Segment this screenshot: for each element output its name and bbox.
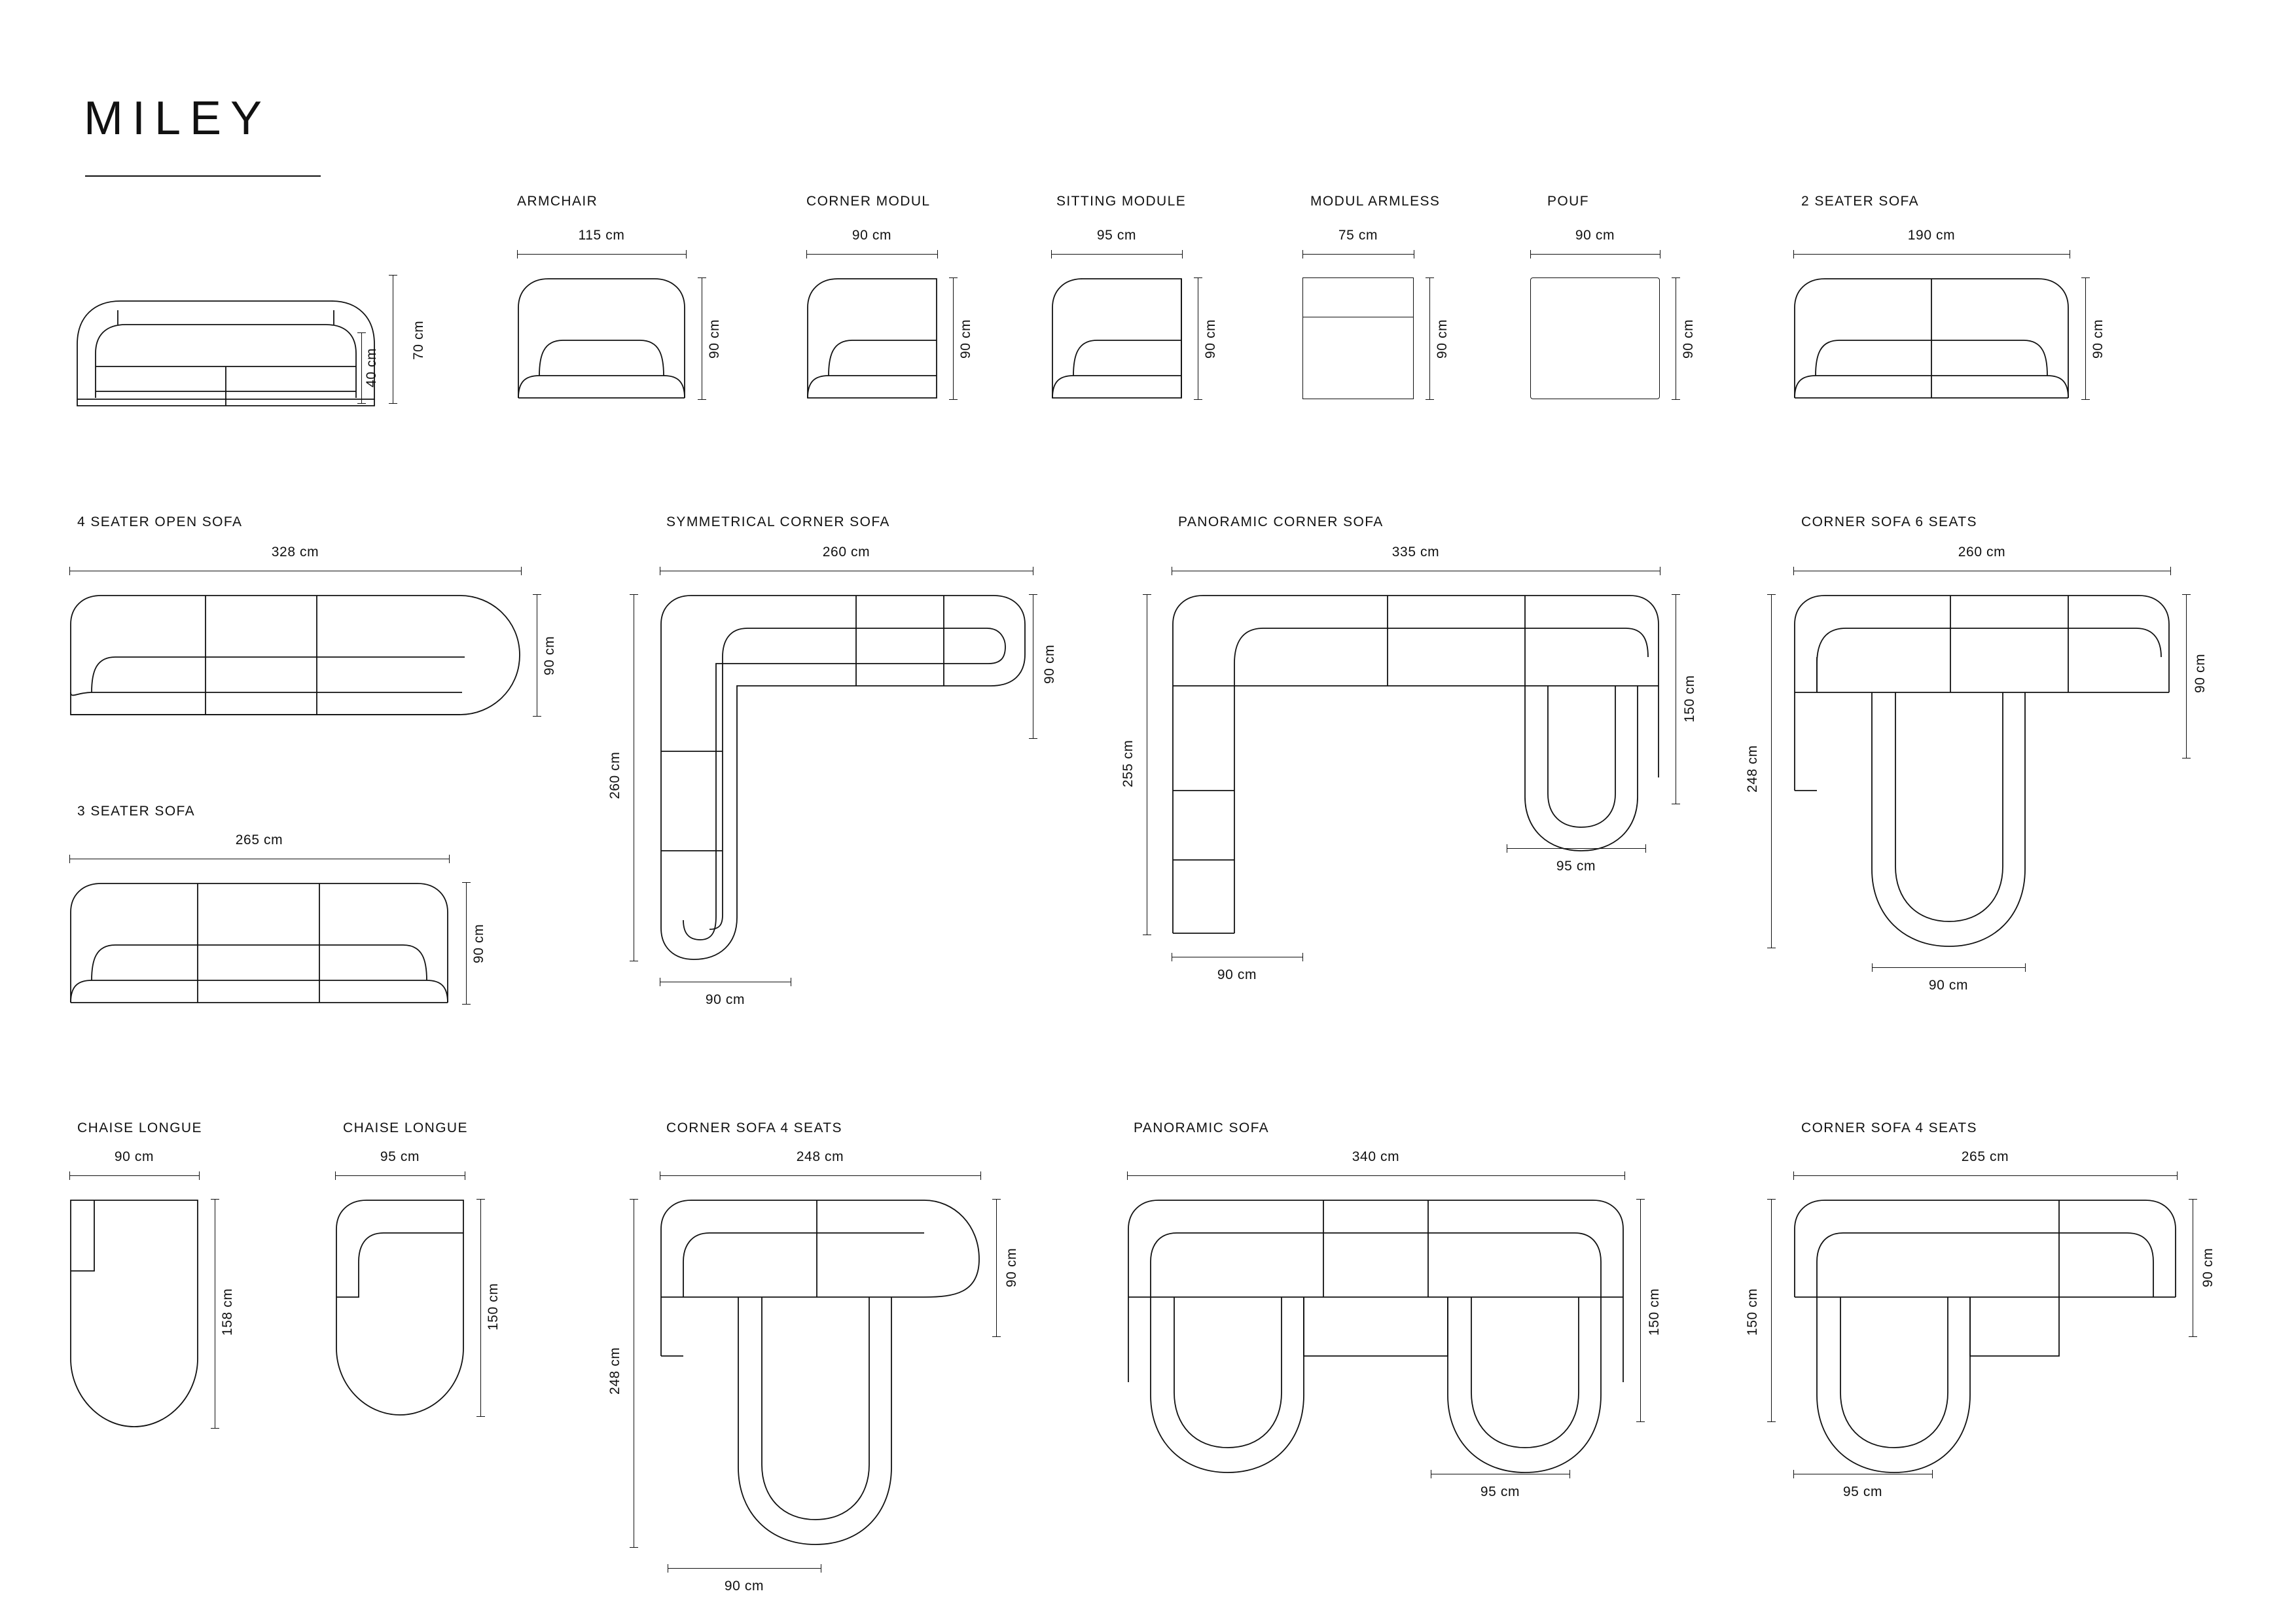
chaise-longue-95-top-view: [335, 1199, 465, 1416]
caption-corner-modul: CORNER MODUL: [806, 194, 931, 209]
two-seater-height: 90 cm: [2090, 319, 2106, 359]
pan-tick-w-right: [1624, 1171, 1625, 1180]
three-seater-tick-h-top: [462, 882, 471, 883]
cs4b-tick-depth-right: [1932, 1470, 1933, 1478]
cs4b-right-depth: 90 cm: [2200, 1247, 2215, 1288]
pan-tick-w-left: [1127, 1171, 1128, 1180]
pouf-tick-h-top: [1672, 277, 1680, 278]
cs4b-tick-depth-left: [1793, 1470, 1794, 1478]
pcs-tick-depth-right: [1302, 953, 1303, 961]
cl95-tick-w-left: [335, 1171, 336, 1180]
pcs-right-depth: 150 cm: [1682, 675, 1697, 723]
caption-corner-sofa-4-seats-265: CORNER SOFA 4 SEATS: [1801, 1120, 1977, 1135]
corner-sofa-4-seats-265-top-view: [1793, 1199, 2177, 1524]
cl95-height: 150 cm: [486, 1283, 501, 1331]
four-open-tick-w-right: [521, 567, 522, 575]
hero-tick-total-bottom: [389, 403, 397, 404]
hero-height-seat: 40 cm: [364, 348, 379, 388]
modul-armless-tick-w-left: [1302, 250, 1303, 259]
cs4a-height: 248 cm: [607, 1347, 622, 1395]
caption-2-seater-sofa: 2 SEATER SOFA: [1801, 194, 1920, 209]
cs4a-tick-h-top: [630, 1199, 638, 1200]
caption-chaise-longue-95: CHAISE LONGUE: [343, 1120, 468, 1135]
cs4a-width: 248 cm: [796, 1149, 844, 1164]
cs4a-depth: 90 cm: [724, 1578, 764, 1594]
cs4b-depth: 95 cm: [1842, 1484, 1883, 1499]
cl90-height: 158 cm: [220, 1288, 235, 1336]
caption-pouf: POUF: [1547, 194, 1589, 209]
three-seater-top-view: [69, 882, 449, 1004]
cs4b-dim-line-h: [1771, 1199, 1772, 1421]
pcs-tick-right-top: [1672, 594, 1680, 595]
sitting-module-width: 95 cm: [1096, 228, 1137, 243]
cl90-tick-h-top: [211, 1199, 219, 1200]
cs4b-tick-h-bottom: [1767, 1421, 1776, 1422]
caption-corner-sofa-4-seats-248: CORNER SOFA 4 SEATS: [666, 1120, 842, 1135]
cs6-height: 248 cm: [1745, 745, 1760, 793]
pan-tick-h-top: [1636, 1199, 1645, 1200]
pcs-tick-h-top: [1143, 594, 1151, 595]
sym-tick-right-top: [1029, 594, 1037, 595]
corner-modul-top-view: [806, 277, 937, 399]
pan-depth: 95 cm: [1480, 1484, 1520, 1499]
cs4b-height: 150 cm: [1745, 1288, 1760, 1336]
pcs-width: 335 cm: [1391, 544, 1440, 560]
corner-modul-tick-h-top: [949, 277, 958, 278]
pan-tick-h-bottom: [1636, 1421, 1645, 1422]
four-open-tick-w-left: [69, 567, 70, 575]
armchair-width: 115 cm: [578, 228, 625, 243]
cl95-tick-h-top: [476, 1199, 485, 1200]
two-seater-tick-h-bottom: [2081, 399, 2090, 400]
title-underline: [85, 175, 321, 177]
caption-panoramic-sofa: PANORAMIC SOFA: [1134, 1120, 1270, 1135]
sym-tick-right-bottom: [1029, 738, 1037, 739]
cs6-tick-right-top: [2182, 594, 2191, 595]
cs6-tick-depth-right: [2025, 963, 2026, 972]
page-title: MILEY: [84, 92, 272, 145]
three-seater-tick-h-bottom: [462, 1004, 471, 1005]
four-open-tick-h-bottom: [533, 716, 541, 717]
four-open-width: 328 cm: [271, 544, 319, 560]
two-seater-tick-w-left: [1793, 250, 1794, 259]
cs4b-tick-h-top: [1767, 1199, 1776, 1200]
caption-sitting-module: SITTING MODULE: [1056, 194, 1187, 209]
cs6-tick-depth-left: [1872, 963, 1873, 972]
armchair-height: 90 cm: [707, 319, 722, 359]
corner-sofa-6-seats-top-view: [1793, 594, 2170, 948]
two-seater-width: 190 cm: [1907, 228, 1956, 243]
armchair-tick-h-bottom: [698, 399, 706, 400]
modul-armless-width: 75 cm: [1338, 228, 1378, 243]
caption-corner-sofa-6-seats: CORNER SOFA 6 SEATS: [1801, 514, 1977, 529]
cl95-width: 95 cm: [380, 1149, 420, 1164]
corner-modul-tick-h-bottom: [949, 399, 958, 400]
two-seater-top-view: [1793, 277, 2070, 399]
cl95-dim-line-w: [335, 1175, 465, 1176]
two-seater-dim-line-w: [1793, 254, 2070, 255]
cs4b-tick-w-left: [1793, 1171, 1794, 1180]
corner-sofa-4-seats-248-top-view: [660, 1199, 980, 1547]
three-seater-width: 265 cm: [235, 832, 283, 847]
pan-dim-line-h: [1640, 1199, 1641, 1421]
armchair-dim-line-w: [517, 254, 686, 255]
sym-depth-right: 90 cm: [1042, 644, 1057, 685]
cs4b-tick-right-bottom: [2189, 1336, 2197, 1337]
sitting-module-tick-h-top: [1194, 277, 1202, 278]
armchair-tick-w-left: [517, 250, 518, 259]
cs6-width: 260 cm: [1958, 544, 2006, 560]
pan-dim-line-w: [1127, 1175, 1624, 1176]
cs4b-dim-line-w: [1793, 1175, 2177, 1176]
corner-modul-width: 90 cm: [852, 228, 892, 243]
symmetrical-corner-sofa-top-view: [660, 594, 1033, 961]
sitting-module-height: 90 cm: [1203, 319, 1218, 359]
pouf-tick-w-left: [1530, 250, 1531, 259]
pouf-dim-line-w: [1530, 254, 1660, 255]
cs4a-tick-right-bottom: [992, 1336, 1001, 1337]
three-seater-tick-w-left: [69, 855, 70, 863]
modul-armless-dim-line-w: [1302, 254, 1414, 255]
pcs-chaise-width: 95 cm: [1556, 859, 1596, 874]
corner-modul-dim-line-h: [953, 277, 954, 399]
sym-tick-h-top: [630, 594, 638, 595]
corner-modul-tick-w-left: [806, 250, 807, 259]
sitting-module-tick-h-bottom: [1194, 399, 1202, 400]
sitting-module-tick-w-right: [1182, 250, 1183, 259]
four-open-tick-h-top: [533, 594, 541, 595]
cs4b-width: 265 cm: [1961, 1149, 2009, 1164]
sym-height: 260 cm: [607, 751, 622, 800]
cl90-tick-w-right: [199, 1171, 200, 1180]
hero-height-total: 70 cm: [411, 320, 426, 361]
hero-sofa-front-view: [72, 275, 380, 412]
sitting-module-dim-line-w: [1051, 254, 1182, 255]
cs4a-tick-right-top: [992, 1199, 1001, 1200]
panoramic-corner-sofa-top-view: [1172, 594, 1660, 935]
hero-tick-total-top: [389, 275, 397, 276]
cs6-tick-h-top: [1767, 594, 1776, 595]
sitting-module-tick-w-left: [1051, 250, 1052, 259]
caption-3-seater-sofa: 3 SEATER SOFA: [77, 804, 196, 819]
pcs-height: 255 cm: [1121, 740, 1136, 788]
pcs-tick-chaise-right: [1645, 844, 1646, 853]
pouf-tick-h-bottom: [1672, 399, 1680, 400]
caption-modul-armless: MODUL ARMLESS: [1310, 194, 1441, 209]
four-seater-open-top-view: [69, 594, 521, 716]
four-open-height: 90 cm: [542, 635, 557, 676]
cs6-tick-w-right: [2170, 567, 2171, 575]
cs4b-tick-w-right: [2177, 1171, 2178, 1180]
cl90-tick-w-left: [69, 1171, 70, 1180]
caption-panoramic-corner-sofa: PANORAMIC CORNER SOFA: [1178, 514, 1384, 529]
sitting-module-top-view: [1051, 277, 1182, 399]
caption-chaise-longue-90: CHAISE LONGUE: [77, 1120, 202, 1135]
hero-tick-seat-top: [357, 332, 366, 333]
cl90-tick-h-bottom: [211, 1428, 219, 1429]
modul-armless-top-view: [1302, 277, 1414, 399]
caption-armchair: ARMCHAIR: [517, 194, 598, 209]
pan-width: 340 cm: [1352, 1149, 1400, 1164]
panoramic-sofa-top-view: [1127, 1199, 1624, 1524]
hero-tick-seat-bottom: [357, 403, 366, 404]
pouf-top-view: [1530, 277, 1660, 399]
two-seater-dim-line-h: [2085, 277, 2086, 399]
hero-dim-line-seat: [361, 332, 362, 403]
cl95-tick-h-bottom: [476, 1416, 485, 1417]
armchair-tick-w-right: [686, 250, 687, 259]
two-seater-tick-h-top: [2081, 277, 2090, 278]
caption-symmetrical-corner-sofa: SYMMETRICAL CORNER SOFA: [666, 514, 890, 529]
three-seater-height: 90 cm: [471, 923, 486, 964]
cs4a-dim-line-w: [660, 1175, 980, 1176]
cl95-dim-line-h: [480, 1199, 481, 1416]
cl90-width: 90 cm: [114, 1149, 154, 1164]
cs4a-tick-w-right: [980, 1171, 981, 1180]
cs4a-tick-h-bottom: [630, 1547, 638, 1548]
cl90-dim-line-w: [69, 1175, 199, 1176]
cs6-dim-line-right: [2186, 594, 2187, 758]
cs6-dim-line-h: [1771, 594, 1772, 948]
cs6-dim-line-depth: [1872, 967, 2025, 968]
three-seater-tick-w-right: [449, 855, 450, 863]
cs4a-dim-line-depth: [668, 1568, 821, 1569]
pcs-dim-line-chaise: [1507, 848, 1645, 849]
pouf-width: 90 cm: [1575, 228, 1615, 243]
corner-modul-dim-line-w: [806, 254, 937, 255]
armchair-tick-h-top: [698, 277, 706, 278]
sym-depth: 90 cm: [705, 992, 745, 1007]
pcs-depth: 90 cm: [1217, 967, 1257, 982]
corner-modul-tick-w-right: [937, 250, 938, 259]
cs4b-tick-right-top: [2189, 1199, 2197, 1200]
three-seater-dim-line-h: [466, 882, 467, 1004]
cs6-tick-w-left: [1793, 567, 1794, 575]
cs4a-right-depth: 90 cm: [1004, 1247, 1019, 1288]
cs6-right-depth: 90 cm: [2193, 653, 2208, 694]
cs6-depth: 90 cm: [1928, 978, 1969, 993]
modul-armless-dim-line-h: [1429, 277, 1430, 399]
corner-modul-height: 90 cm: [958, 319, 973, 359]
modul-armless-height: 90 cm: [1435, 319, 1450, 359]
pouf-height: 90 cm: [1681, 319, 1696, 359]
pan-height: 150 cm: [1647, 1288, 1662, 1336]
caption-4-seater-open-sofa: 4 SEATER OPEN SOFA: [77, 514, 243, 529]
armchair-top-view: [517, 277, 686, 399]
chaise-longue-90-top-view: [69, 1199, 199, 1428]
modul-armless-tick-h-top: [1426, 277, 1434, 278]
modul-armless-tick-h-bottom: [1426, 399, 1434, 400]
cs4a-dim-line-right: [996, 1199, 997, 1336]
sym-width: 260 cm: [822, 544, 870, 560]
